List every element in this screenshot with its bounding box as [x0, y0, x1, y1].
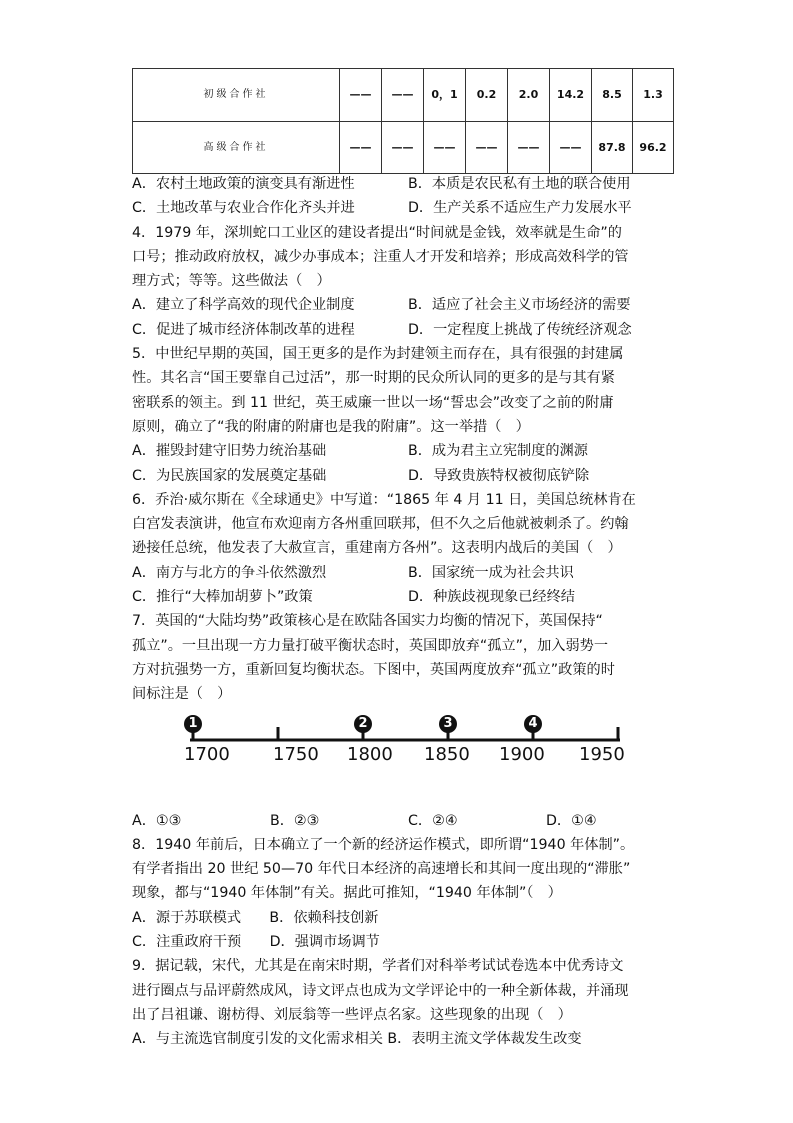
option-b: B．②③	[270, 812, 320, 829]
table-cell: ——	[424, 121, 466, 174]
question-4-line: 口号；推动政府放权，减少办事成本；注重人才开发和培养；形成高效科学的管	[132, 248, 629, 265]
option-a: A．农村土地政策的演变具有渐进性	[132, 176, 355, 192]
question-7-line: 孤立”。一旦出现一方力量打破平衡状态时，英国即放弃“孤立”，加入弱势一	[132, 637, 609, 654]
timeline-year: 1700	[184, 744, 230, 765]
timeline-year: 1800	[347, 744, 393, 765]
option-c: C．②④	[408, 812, 458, 829]
question-8-line: 有学者指出 20 世纪 50—70 年代日本经济的高速增长和其间一度出现的“滞胀”	[132, 861, 631, 878]
option-b: B．适应了社会主义市场经济的需要	[408, 297, 631, 314]
option-c: C．推行“大棒加胡萝卜”政策	[132, 589, 313, 606]
option-a: A．南方与北方的争斗依然激烈	[132, 564, 327, 581]
option-b: B．成为君主立宪制度的渊源	[408, 443, 588, 460]
question-6-line: 白宫发表演讲，他宣布欢迎南方各州重回联邦，但不久之后他就被刺杀了。约翰	[132, 516, 629, 533]
question-4-line: 理方式；等等。这些做法（ ）	[132, 273, 331, 290]
options-row	[132, 318, 677, 342]
question-5-line: 原则，确立了“我的附庸的附庸也是我的附庸”。这一举措（ ）	[132, 418, 530, 435]
option-d: D．生产关系不适应生产力发展水平	[408, 200, 632, 217]
table-row	[133, 69, 674, 122]
options-row	[132, 561, 677, 585]
options-row	[132, 439, 677, 463]
option-c: C．促进了城市经济体制改革的进程	[132, 321, 355, 338]
question-8-line: 8．1940 年前后，日本确立了一个新的经济运作模式，即所谓“1940 年体制”。	[132, 836, 635, 853]
option-c: C．为民族国家的发展奠定基础	[132, 467, 327, 484]
timeline-year: 1900	[499, 744, 545, 765]
row-label: 初级合作社	[133, 69, 340, 122]
question-9-line: 9．据记载，宋代，尤其是在南宋时期，学者们对科举考试试卷选本中优秀诗文	[132, 958, 624, 975]
option-a: A．建立了科学高效的现代企业制度	[132, 297, 355, 314]
option-b: B．国家统一成为社会共识	[408, 564, 574, 581]
question-7-line: 7．英国的“大陆均势”政策核心是在欧陆各国实力均衡的情况下，英国保持“	[132, 613, 603, 630]
option-a: A．①③	[132, 812, 182, 829]
options-row: A．源于苏联模式 B．依赖科技创新	[132, 909, 379, 926]
option-d: D．一定程度上挑战了传统经济观念	[408, 321, 632, 338]
table-cell: 87.8	[592, 121, 633, 174]
options-row	[132, 196, 677, 220]
question-8-line: 现象，都与“1940 年体制”有关。据此可推知，“1940 年体制”（ ）	[132, 885, 562, 902]
options-row	[132, 464, 677, 488]
options-row	[132, 585, 677, 609]
table-cell: ——	[340, 69, 382, 122]
question-7-line: 方对抗强势一方，重新回复均衡状态。下图中，英国两度放弃“孤立”政策的时	[132, 661, 615, 678]
timeline-marker: 1	[184, 715, 202, 733]
table-cell: ——	[382, 69, 424, 122]
timeline-axis	[180, 715, 630, 745]
table-cell: ——	[550, 121, 592, 174]
table-cell: 14.2	[550, 69, 592, 122]
options-row	[132, 809, 677, 833]
table-cell: ——	[508, 121, 550, 174]
table-cell: 0.2	[466, 69, 508, 122]
table-row	[133, 121, 674, 174]
question-text-block	[132, 172, 677, 1052]
question-6-line: 逊接任总统，他发表了大赦宣言，重建南方各州”。这表明内战后的美国（ ）	[132, 540, 622, 557]
option-a: A．摧毁封建守旧势力统治基础	[132, 443, 327, 460]
question-9-line: 进行圈点与品评蔚然成风，诗文评点也成为文学评论中的一种全新体裁，并涌现	[132, 982, 629, 999]
cooperative-table	[132, 68, 674, 174]
timeline-year: 1950	[579, 744, 625, 765]
timeline-figure	[180, 715, 630, 775]
table-cell: 8.5	[592, 69, 633, 122]
table-cell: 0，1	[424, 69, 466, 122]
timeline-year: 1850	[424, 744, 470, 765]
option-d: D．种族歧视现象已经终结	[408, 589, 575, 606]
options-row: A．与主流选官制度引发的文化需求相关 B．表明主流文学体裁发生改变	[132, 1031, 582, 1048]
options-row	[132, 172, 677, 196]
table-cell: ——	[340, 121, 382, 174]
option-c: C．土地改革与农业合作化齐头并进	[132, 200, 355, 217]
table-cell: ——	[466, 121, 508, 174]
table-cell: 2.0	[508, 69, 550, 122]
question-9-line: 出了吕祖谦、谢枋得、刘辰翁等一些评点名家。这些现象的出现（ ）	[132, 1006, 572, 1023]
option-b: B．本质是农民私有土地的联合使用	[408, 176, 631, 192]
options-row	[132, 293, 677, 317]
question-5-line: 性。其名言“国王要靠自己过活”，那一时期的民众所认同的更多的是与其有紧	[132, 370, 615, 387]
option-d: D．①④	[546, 812, 597, 829]
question-7-line: 间标注是（ ）	[132, 686, 232, 703]
timeline-marker: 3	[439, 715, 457, 733]
timeline-marker: 4	[524, 715, 542, 733]
question-5-line: 密联系的领主。到 11 世纪，英王威廉一世以一场“誓忠会”改变了之前的附庸	[132, 394, 614, 411]
option-d: D．导致贵族特权被彻底铲除	[408, 467, 590, 484]
options-row: C．注重政府干预 D．强调市场调节	[132, 934, 380, 951]
question-6-line: 6．乔治·威尔斯在《全球通史》中写道：“1865 年 4 月 11 日，美国总统林肯在	[132, 491, 636, 508]
row-label: 高级合作社	[133, 121, 340, 174]
table-cell: 96.2	[633, 121, 674, 174]
question-4-line: 4．1979 年，深圳蛇口工业区的建设者提出“时间就是金钱，效率就是生命”的	[132, 224, 622, 241]
timeline-marker: 2	[354, 715, 372, 733]
question-5-line: 5．中世纪早期的英国，国王更多的是作为封建领主而存在，具有很强的封建属	[132, 346, 624, 363]
table-cell: 1.3	[633, 69, 674, 122]
timeline-year: 1750	[273, 744, 319, 765]
table-cell: ——	[382, 121, 424, 174]
